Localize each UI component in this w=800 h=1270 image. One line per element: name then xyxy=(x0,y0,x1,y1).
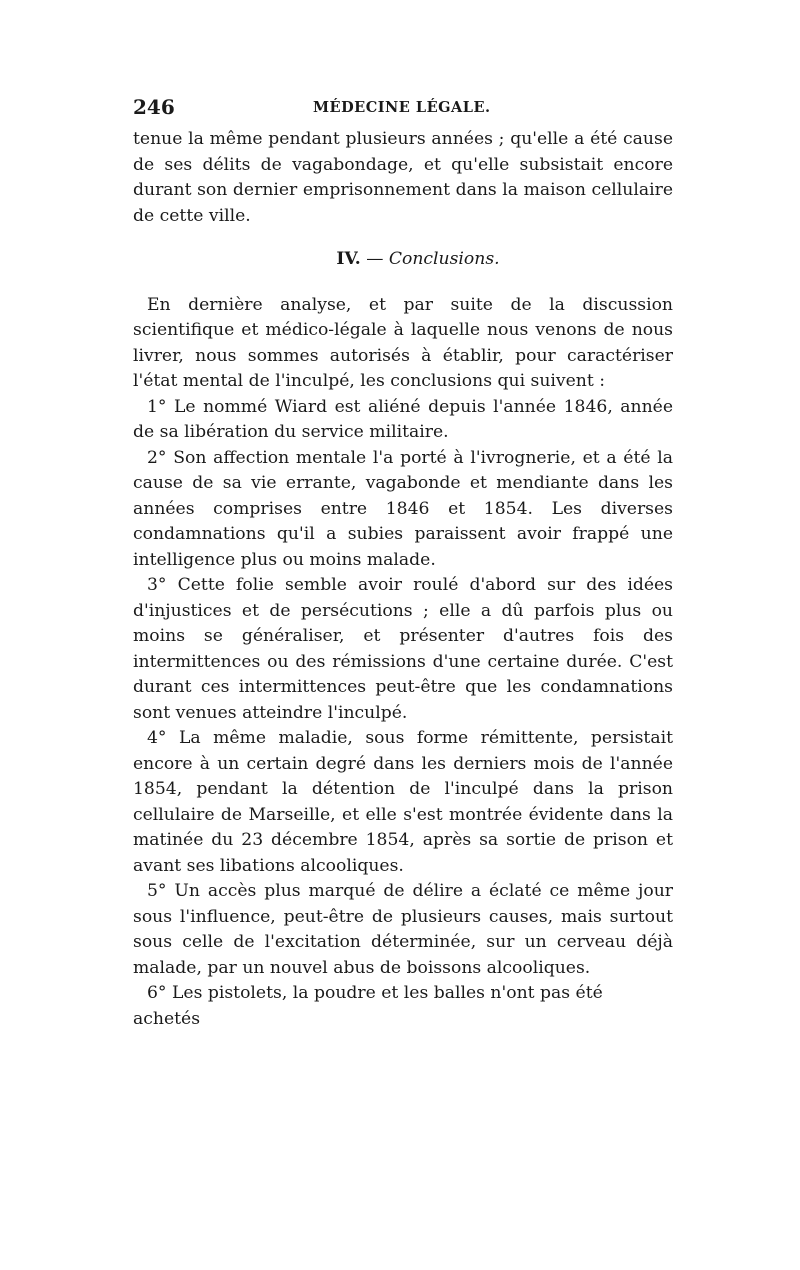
conclusion-5: 5° Un accès plus marqué de délire a éclaté ce même jour sous l'influence, peut-être de plusieurs causes, mais surtout sous celle de l'excitation déterminée, sur un cerveau déjà malade, par un nouvel abus de boissons alcooliques. xyxy=(133,881,673,978)
intro-paragraph: En dernière analyse, et par suite de la discussion scientifique et médico-légale à laquelle nous venons de nous livrer, nous sommes autorisés à établir, pour caractériser l'état mental de l'inculpé, les conclusions qui suivent : xyxy=(133,294,673,391)
running-head xyxy=(133,95,673,125)
section-dash: — xyxy=(366,249,384,269)
page-number: 246 xyxy=(133,95,175,119)
text-block xyxy=(133,127,673,1032)
conclusion-4: 4° La même maladie, sous forme rémittente, persistait encore à un certain degré dans les derniers mois de l'année 1854, pendant la détention de l'inculpé dans la prison cellulaire de Marseille, et elle s'est montrée évidente dans la matinée du 23 décembre 1854, après sa sortie de prison et avant ses libations alcooliques. xyxy=(133,728,673,876)
section-title: Conclusions. xyxy=(388,249,500,269)
running-title: MÉDECINE LÉGALE. xyxy=(313,99,491,116)
conclusion-3: 3° Cette folie semble avoir roulé d'abord sur des idées d'injustices et de persécutions ; elle a dû parfois plus ou moins se généraliser, et présenter d'autres fois des intermittences ou des rémissions d'une certaine durée. C'est durant ces intermittences peut-être que les condamnations sont venues atteindre l'inculpé. xyxy=(133,575,673,723)
section-heading xyxy=(133,247,673,273)
conclusion-2: 2° Son affection mentale l'a porté à l'ivrognerie, et a été la cause de sa vie errante, vagabonde et mendiante dans les années comprises entre 1846 et 1854. Les diverses condamnations qu'il a subies paraissent avoir frappé une intelligence plus ou moins malade. xyxy=(133,447,673,570)
conclusion-6: 6° Les pistolets, la poudre et les balles n'ont pas été achetés xyxy=(133,983,603,1029)
continuation-paragraph: tenue la même pendant plusieurs années ; qu'elle a été cause de ses délits de vagabondage, et qu'elle subsistait encore durant son dernier emprisonnement dans la maison cellulaire de cette ville. xyxy=(133,129,673,226)
conclusion-1: 1° Le nommé Wiard est aliéné depuis l'année 1846, année de sa libération du service militaire. xyxy=(133,396,673,442)
section-numeral: IV. xyxy=(336,249,361,269)
